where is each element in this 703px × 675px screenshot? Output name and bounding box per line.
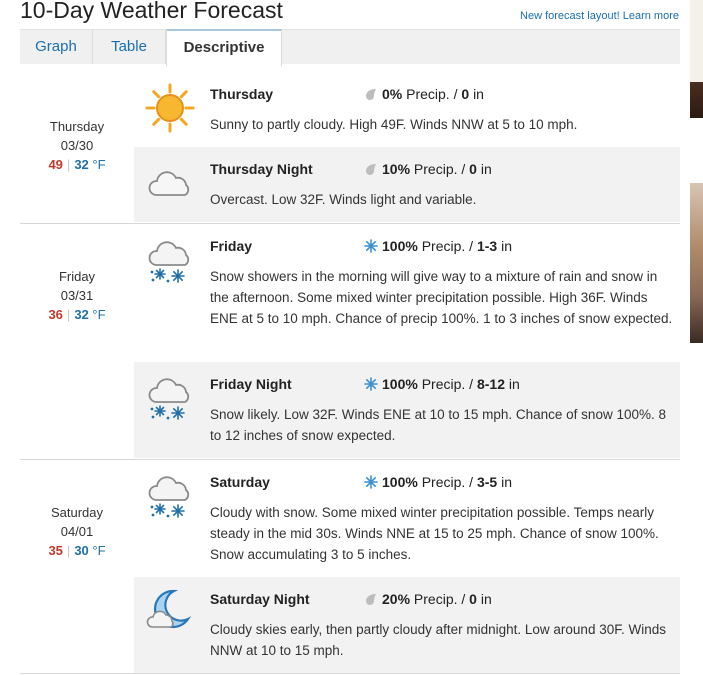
period-name: Friday Night: [210, 376, 292, 392]
precip-amount: 0: [461, 86, 470, 102]
snowflake-icon: [364, 475, 378, 489]
precip-unit: in: [501, 474, 512, 490]
day-summary: [20, 503, 134, 560]
page-title: 10-Day Weather Forecast: [20, 0, 283, 23]
snowflake-icon: [364, 239, 378, 253]
precip-label: Precip. /: [421, 238, 474, 254]
side-advertisement-image[interactable]: [690, 0, 703, 118]
day-summary: [20, 117, 134, 174]
high-temp: 49: [48, 157, 63, 172]
tab-descriptive[interactable]: Descriptive: [166, 29, 282, 66]
temp-unit: °F: [92, 307, 106, 322]
day-temps: 35 | 30 °F: [48, 543, 106, 558]
precip-info: [364, 591, 492, 607]
period-block: [134, 224, 680, 362]
day-row: [20, 224, 680, 460]
precip-unit: in: [508, 376, 520, 392]
precip-pct: 100%: [382, 238, 418, 254]
precip-unit: in: [501, 238, 512, 254]
precip-amount: 0: [469, 591, 477, 607]
precip-info: [364, 238, 512, 254]
snow-cloud-icon: [144, 470, 196, 522]
precip-amount: 3-5: [476, 474, 498, 490]
period-block: [134, 72, 680, 147]
sun-icon: [144, 82, 196, 134]
period-block: [134, 577, 680, 673]
moon-cloud-icon: [144, 585, 196, 637]
precip-amount: 1-3: [476, 238, 498, 254]
precip-info: [364, 376, 520, 392]
period-narrative: Snow showers in the morning will give way to a mixture of rain and snow in the afternoon. Some mixed winter precipitation possible. High 36F. Winds ENE at 5 to 10 mph. Chance of precip 100%. 1 to 3 inches of snow expected.: [210, 269, 673, 326]
drop-icon: [364, 87, 378, 101]
precip-label: Precip. /: [421, 376, 474, 392]
new-layout-link[interactable]: New forecast layout! Learn more: [520, 10, 679, 22]
period-block: [134, 147, 680, 222]
precip-unit: in: [473, 86, 484, 102]
precip-amount: 8-12: [476, 376, 505, 392]
period-name: Thursday: [210, 86, 274, 102]
precip-unit: in: [480, 591, 492, 607]
day-name: Saturday: [50, 505, 104, 520]
tab-graph[interactable]: Graph: [20, 30, 93, 64]
period-name: Saturday: [210, 474, 270, 490]
period-name: Friday: [210, 238, 253, 254]
day-temps: 49 | 32 °F: [48, 157, 106, 172]
temp-unit: °F: [92, 543, 106, 558]
precip-label: Precip. /: [421, 474, 474, 490]
forecast-list: [20, 72, 680, 674]
period-narrative: Cloudy skies early, then partly cloudy after midnight. Low around 30F. Winds NNW at 10 to 15 mph.: [210, 622, 666, 658]
cloud-icon: [144, 159, 196, 211]
precip-pct: 20%: [382, 591, 411, 607]
precip-pct: 100%: [382, 376, 418, 392]
day-summary: [20, 267, 134, 324]
snow-cloud-icon: [144, 372, 196, 424]
period-narrative: Overcast. Low 32F. Winds light and variable.: [210, 192, 477, 207]
period-name: Saturday Night: [210, 591, 310, 607]
precip-pct: 10%: [382, 161, 411, 177]
precip-label: Precip. /: [406, 86, 458, 102]
temp-unit: °F: [92, 157, 106, 172]
snow-cloud-icon: [144, 235, 196, 287]
precip-info: [364, 161, 492, 177]
day-temps: 36 | 32 °F: [48, 307, 106, 322]
precip-amount: 0: [469, 161, 477, 177]
view-tabs: [20, 29, 680, 64]
drop-icon: [364, 592, 378, 606]
precip-info: [364, 474, 512, 490]
side-advertisement-image[interactable]: [690, 183, 703, 343]
period-block: [134, 460, 680, 577]
period-block: [134, 362, 680, 458]
precip-pct: 0%: [382, 86, 403, 102]
precip-label: Precip. /: [413, 591, 466, 607]
snowflake-icon: [364, 377, 378, 391]
low-temp: 30: [74, 543, 89, 558]
tab-table[interactable]: Table: [93, 30, 166, 64]
high-temp: 36: [48, 307, 63, 322]
day-name: Thursday: [49, 119, 105, 134]
day-row: [20, 72, 680, 224]
period-narrative: Cloudy with snow. Some mixed winter precipitation possible. Temps nearly steady in the mid 30s. Winds NNE at 15 to 25 mph. Chance of snow 100%. Snow accumulating 3 to 5 inches.: [210, 505, 659, 562]
precip-unit: in: [480, 161, 492, 177]
low-temp: 32: [74, 157, 89, 172]
period-name: Thursday Night: [210, 161, 313, 177]
drop-icon: [364, 162, 378, 176]
day-date: 03/30: [60, 138, 94, 153]
precip-info: [364, 86, 484, 102]
day-name: Friday: [58, 269, 96, 284]
period-narrative: Snow likely. Low 32F. Winds ENE at 10 to 15 mph. Chance of snow 100%. 8 to 12 inches of snow expected.: [210, 407, 666, 443]
day-date: 03/31: [60, 288, 94, 303]
period-narrative: Sunny to partly cloudy. High 49F. Winds NNW at 5 to 10 mph.: [210, 117, 578, 132]
low-temp: 32: [74, 307, 89, 322]
precip-label: Precip. /: [413, 161, 466, 177]
day-date: 04/01: [60, 524, 94, 539]
high-temp: 35: [48, 543, 63, 558]
day-row: [20, 460, 680, 674]
precip-pct: 100%: [382, 474, 418, 490]
